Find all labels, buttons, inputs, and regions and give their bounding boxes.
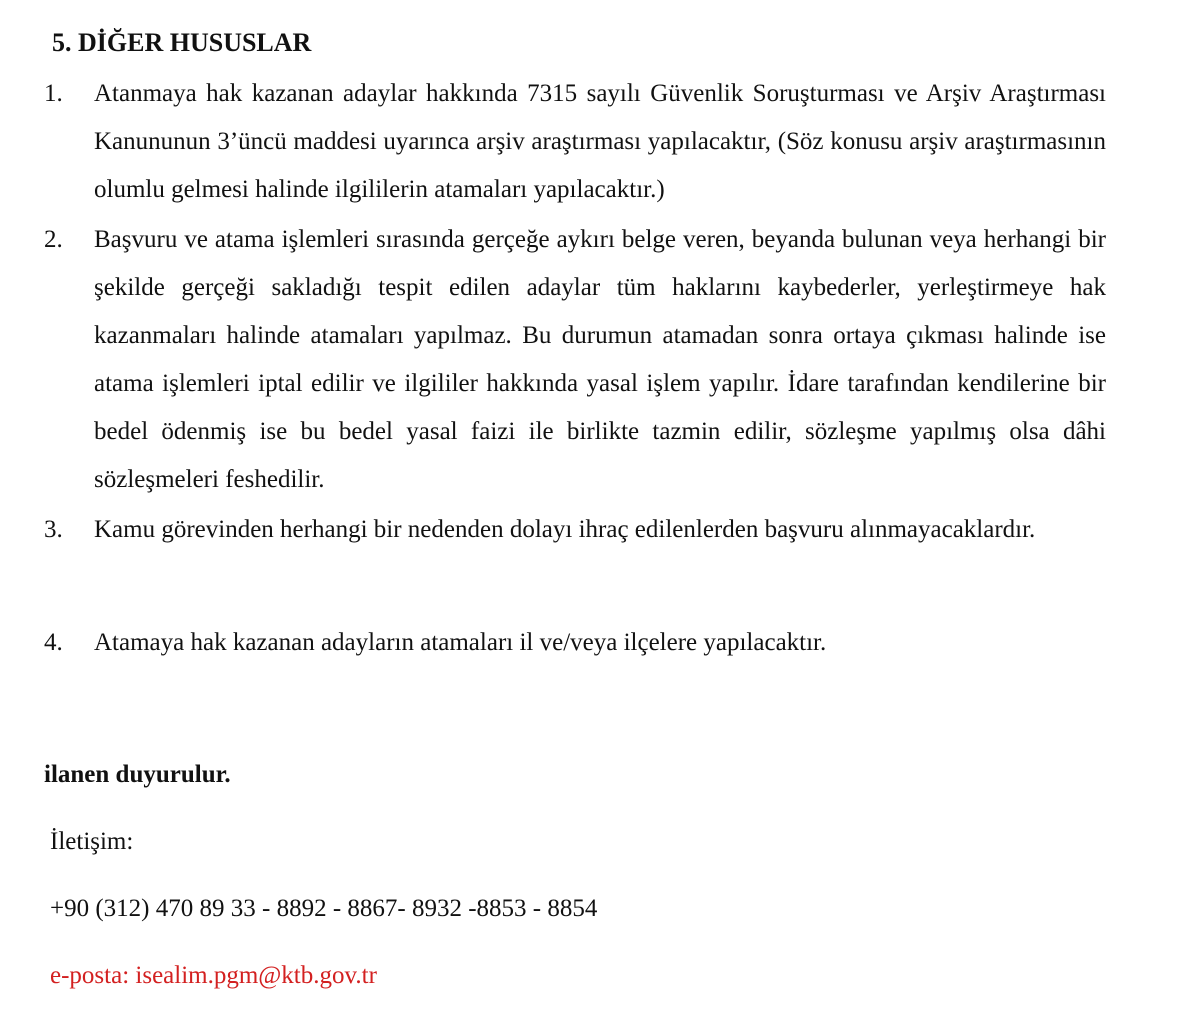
contact-email[interactable]: e-posta: isealim.pgm@ktb.gov.tr <box>50 962 377 989</box>
list-item-text: Başvuru ve atama işlemleri sırasında gerçeğe aykırı belge veren, beyanda bulunan veya herhangi bir şekilde gerçeği sakladığı tespit edilen adaylar tüm haklarını kaybederler, yerleştirmeye hak kazanmaları halinde atamaları yapılmaz. Bu durumun atamadan sonra ortaya çıkması halinde ise atama işlemleri iptal edilir ve ilgililer hakkında yasal işlem yapılır. İdare tarafından kendilerine bir bedel ödenmiş ise bu bedel yasal faizi ile birlikte tazmin edilir, sözleşme yapılmış olsa dâhi sözleşmeleri feshedilir. <box>94 226 1106 493</box>
contact-label: İletişim: <box>50 828 134 855</box>
list-item-number: 2. <box>44 226 63 253</box>
list-item-number: 3. <box>44 516 63 543</box>
contact-phone: +90 (312) 470 89 33 - 8892 - 8867- 8932 -8853 - 8854 <box>50 895 598 922</box>
list-item-number: 4. <box>44 629 63 656</box>
list-item-number: 1. <box>44 80 63 107</box>
list-item-text: Atanmaya hak kazanan adaylar hakkında 7315 sayılı Güvenlik Soruşturması ve Arşiv Araştırması Kanununun 3’üncü maddesi uyarınca arşiv araştırması yapılacaktır, (Söz konusu arşiv araştırmasının olumlu gelmesi halinde ilgililerin atamaları yapılacaktır.) <box>94 80 1106 203</box>
list-item-text: Kamu görevinden herhangi bir nedenden dolayı ihraç edilenlerden başvuru alınmayacaklardır. <box>94 516 1036 543</box>
closing-statement: ilanen duyurulur. <box>44 761 231 788</box>
section-title: 5. DİĞER HUSUSLAR <box>52 28 312 57</box>
list-item-text: Atamaya hak kazanan adayların atamaları il ve/veya ilçelere yapılacaktır. <box>94 629 827 656</box>
